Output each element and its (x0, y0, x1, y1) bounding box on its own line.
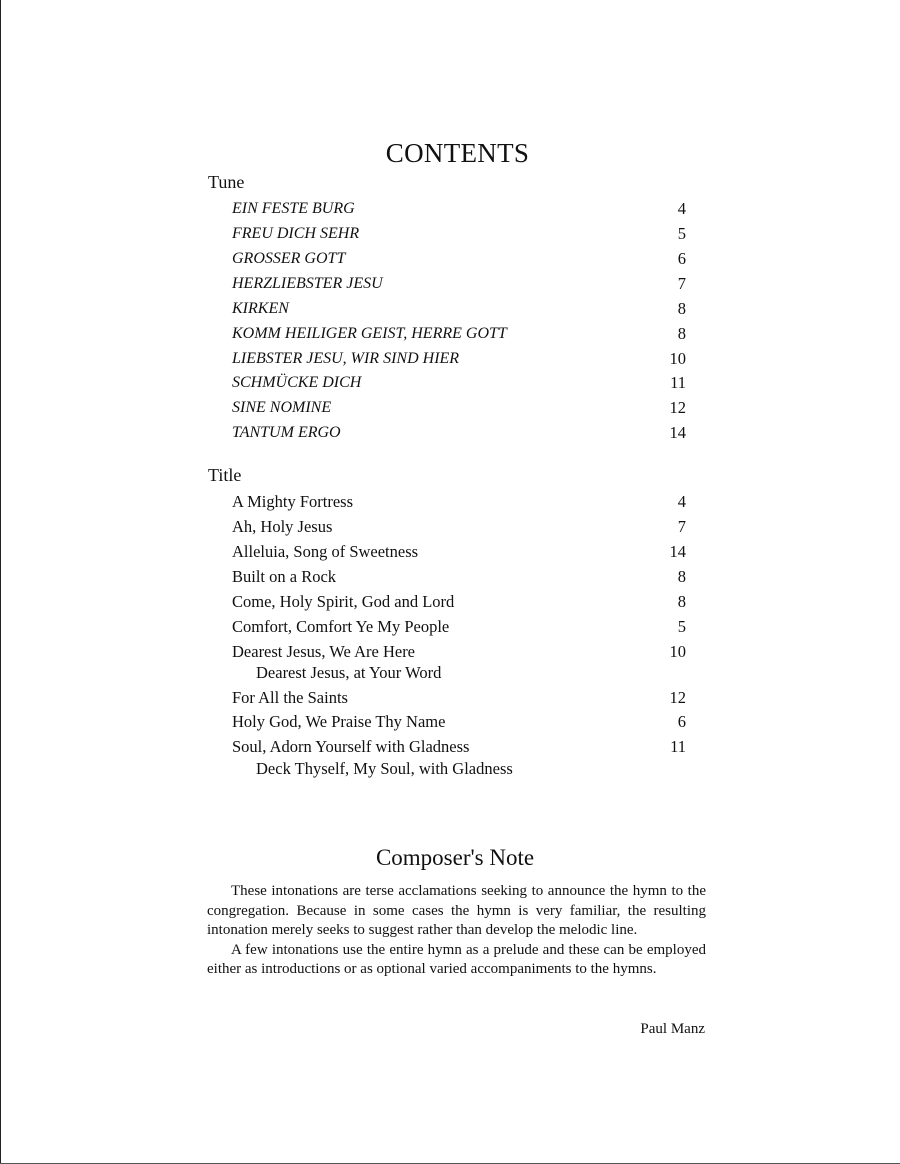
tune-name: SCHMÜCKE DICH (232, 374, 362, 391)
tune-name: HERZLIEBSTER JESU (232, 275, 383, 292)
contents-heading: CONTENTS (385, 138, 530, 168)
note-paragraph: These intonations are terse acclamations seeking to announce the hymn to the congregation. Because in some cases the hymn is very familiar, the resulting intonation merely seeks to suggest rather than develop the melodic line. (207, 883, 706, 938)
hymn-title: Comfort, Comfort Ye My People (232, 617, 450, 636)
hymn-title: Built on a Rock (232, 567, 337, 586)
alternate-hymn-title: Dearest Jesus, at Your Word (256, 663, 442, 682)
page-left-edge (0, 0, 1, 1164)
toc-row (232, 395, 686, 420)
toc-row (232, 539, 686, 564)
hymn-title: Ah, Holy Jesus (232, 517, 333, 536)
toc-row (232, 346, 686, 371)
toc-row (232, 271, 686, 296)
toc-row (232, 370, 686, 395)
page-number: 12 (669, 688, 686, 707)
composers-note-body (207, 882, 706, 980)
toc-row (232, 246, 686, 271)
page-number: 12 (669, 398, 686, 417)
composer-signature: Paul Manz (640, 1021, 705, 1037)
toc-row (232, 321, 686, 346)
page-number: 8 (677, 299, 686, 318)
page-number: 8 (677, 567, 686, 586)
tune-name: GROSSER GOTT (232, 250, 346, 267)
page-number: 10 (669, 349, 686, 368)
toc-row (232, 489, 686, 514)
hymn-title: Alleluia, Song of Sweetness (232, 542, 419, 561)
page-number: 11 (670, 737, 686, 756)
page-number: 14 (669, 423, 686, 442)
tune-section-label: Tune (208, 172, 245, 192)
hymn-title: Soul, Adorn Yourself with Gladness (232, 737, 470, 756)
page-number: 5 (677, 224, 686, 243)
toc-row (232, 589, 686, 614)
page-number: 6 (677, 249, 686, 268)
toc-row (232, 685, 686, 710)
tune-name: KOMM HEILIGER GEIST, HERRE GOTT (232, 325, 507, 342)
toc-row (232, 709, 686, 734)
page-number: 14 (669, 542, 686, 561)
page-number: 8 (677, 592, 686, 611)
toc-row (232, 196, 686, 221)
tune-name: KIRKEN (232, 300, 289, 317)
tune-name: TANTUM ERGO (232, 424, 341, 441)
hymn-title: Holy God, We Praise Thy Name (232, 712, 446, 731)
page-number: 7 (677, 517, 686, 536)
note-paragraph: A few intonations use the entire hymn as a prelude and these can be employed either as introductions or as optional varied accompaniments to the hymns. (207, 941, 706, 977)
tune-name: FREU DICH SEHR (232, 225, 360, 242)
tune-name: LIEBSTER JESU, WIR SIND HIER (232, 350, 460, 367)
page-number: 11 (670, 373, 686, 392)
composers-note-heading: Composer's Note (375, 845, 535, 870)
page-number: 6 (677, 712, 686, 731)
tune-name: SINE NOMINE (232, 399, 332, 416)
page-number: 4 (677, 492, 686, 511)
hymn-title: Dearest Jesus, We Are Here (232, 642, 416, 661)
page-number: 10 (669, 642, 686, 661)
tune-name: EIN FESTE BURG (232, 200, 355, 217)
hymn-title: A Mighty Fortress (232, 492, 354, 511)
page-number: 8 (677, 324, 686, 343)
page-number: 7 (677, 274, 686, 293)
toc-row (232, 614, 686, 639)
alternate-hymn-title: Deck Thyself, My Soul, with Gladness (256, 759, 513, 778)
toc-row (232, 221, 686, 246)
hymn-title: For All the Saints (232, 688, 348, 707)
hymn-title: Come, Holy Spirit, God and Lord (232, 592, 455, 611)
title-section-label: Title (208, 465, 242, 485)
toc-row (232, 514, 686, 539)
toc-row (232, 564, 686, 589)
toc-row (232, 296, 686, 321)
toc-row (232, 420, 686, 445)
page-number: 5 (677, 617, 686, 636)
page-number: 4 (677, 199, 686, 218)
